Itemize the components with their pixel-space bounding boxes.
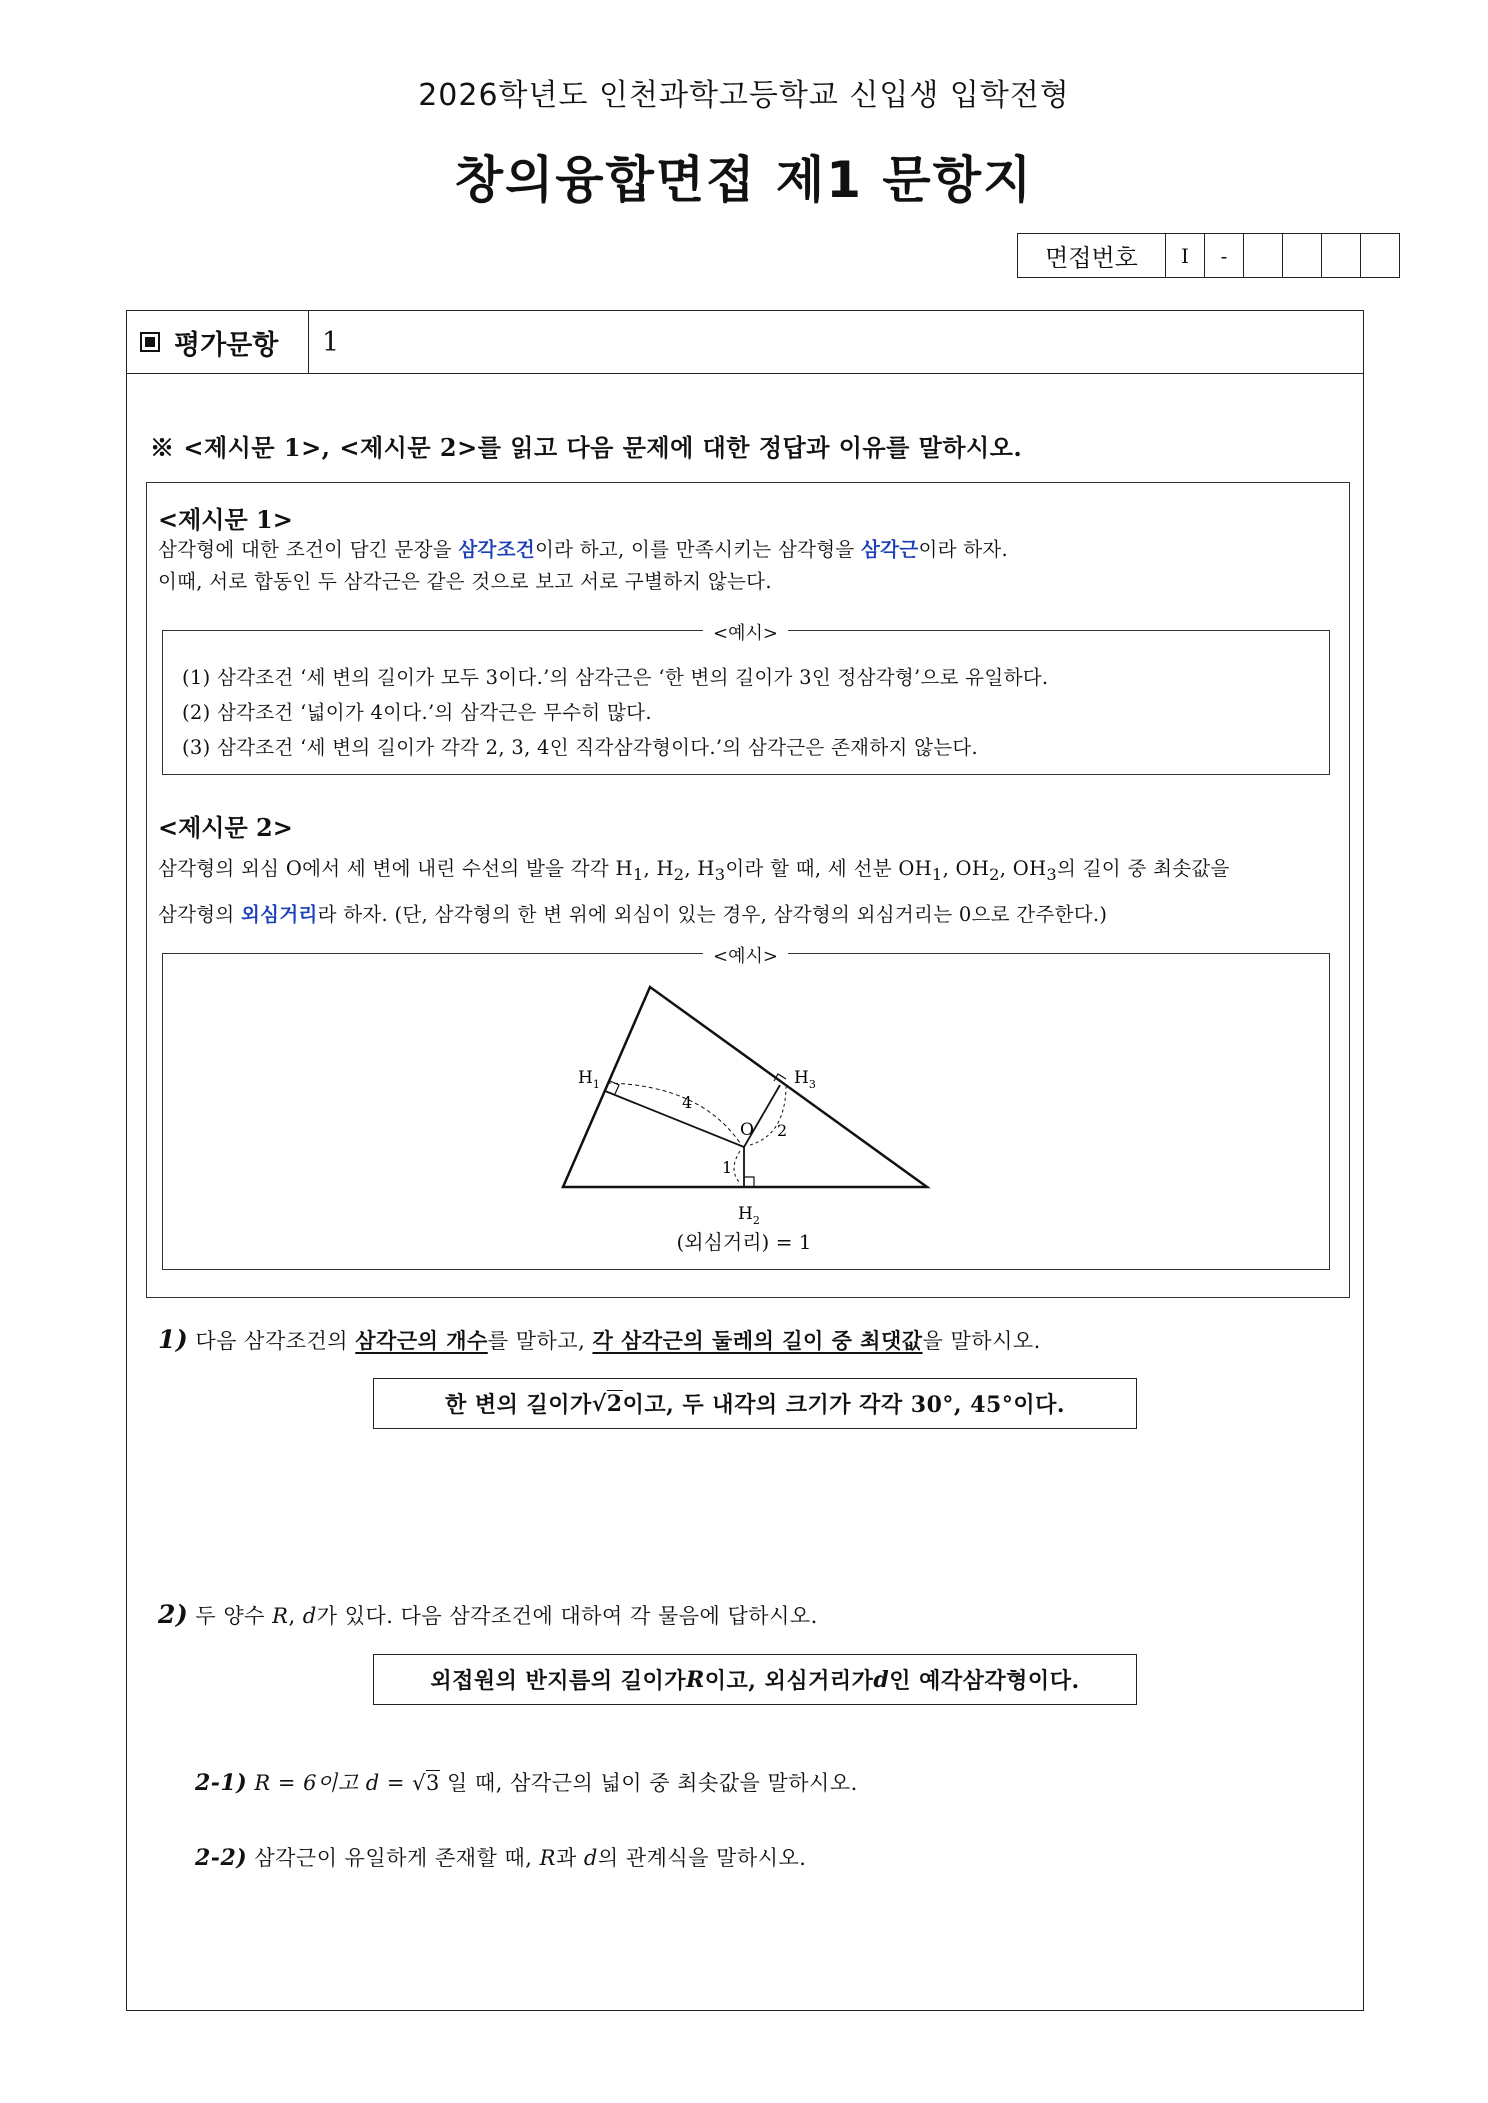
text: , H (643, 857, 674, 880)
document-title: 창의융합면접 제1 문항지 (454, 151, 1034, 209)
label-H1: $H_1$ (578, 1068, 600, 1091)
text: 를 말하고, (487, 1329, 593, 1353)
text: 이라 하고, 이를 만족시키는 삼각형을 (534, 538, 862, 561)
question2-condition-box (373, 1654, 1137, 1705)
label-O: O (740, 1120, 754, 1140)
passage1-body (158, 534, 1338, 598)
text: , (288, 1604, 303, 1628)
example2-label: <예시> (703, 942, 788, 968)
var-d: d (302, 1604, 317, 1628)
interview-number-cell: - (1204, 234, 1243, 277)
text: 삼각형의 외심 O에서 세 변에 내린 수선의 발을 각각 H (158, 857, 633, 880)
subscript: 1 (632, 864, 644, 884)
text: , OH (942, 857, 990, 880)
subscript: 3 (714, 864, 726, 884)
item-header-label (126, 310, 309, 374)
text: 삼각형에 대한 조건이 담긴 문장을 (158, 538, 459, 561)
interview-number-cell (1360, 234, 1399, 277)
interview-number-cell (1321, 234, 1360, 277)
sqrt-symbol: √ (591, 1390, 607, 1417)
question2-2-number: 2-2) (195, 1845, 248, 1871)
text: 외접원의 반지름의 길이가 (430, 1668, 686, 1694)
text: 일 때, 삼각근의 넓이 중 최솟값을 말하시오. (439, 1771, 858, 1795)
segment-OH1 (605, 1091, 744, 1147)
text: 이라 하자. (918, 538, 1008, 561)
text: 이고, 두 내각의 크기가 각각 30°, 45°이다. (622, 1392, 1066, 1418)
var-R: R (539, 1846, 556, 1870)
document-subtitle: 2026학년도 인천과학고등학교 신입생 입학전형 (418, 78, 1070, 113)
text: 을 말하시오. (922, 1329, 1041, 1353)
filled-square-icon (140, 332, 160, 352)
question2-1 (195, 1767, 858, 1797)
text: 한 변의 길이가 (444, 1392, 592, 1418)
text: R = 6이고 d = (247, 1771, 413, 1795)
length-arc-1 (734, 1151, 740, 1183)
underline-max-perimeter: 각 삼각근의 둘레의 길이 중 최댓값 (592, 1328, 923, 1353)
text: , H (684, 857, 715, 880)
text: 가 있다. 다음 삼각조건에 대하여 각 물음에 답하시오. (316, 1604, 818, 1628)
figure-caption: (외심거리) = 1 (676, 1230, 812, 1254)
question2-1-number: 2-1) (195, 1770, 248, 1796)
passage2-body (158, 849, 1348, 935)
label-length-1: 1 (722, 1158, 733, 1177)
term-oesimgeori: 외심거리 (241, 902, 318, 926)
passage2-title: <제시문 2> (158, 813, 293, 842)
length-arc-4 (607, 1083, 740, 1143)
circumcenter-figure (550, 975, 950, 1225)
question1-condition-box (373, 1378, 1137, 1429)
passage1-line (158, 534, 1338, 566)
text: 삼각형의 (158, 902, 242, 926)
sqrt-radicand: 2 (606, 1391, 623, 1417)
term-samgakgeun: 삼각근 (861, 538, 919, 561)
right-angle-mark (744, 1177, 754, 1187)
text: 이고, 외심거리가 (704, 1668, 874, 1694)
passage1-title: <제시문 1> (158, 505, 293, 534)
label-length-2: 2 (777, 1121, 788, 1140)
text: 삼각근이 유일하게 존재할 때, (247, 1846, 540, 1870)
question1-number: 1) (158, 1325, 189, 1354)
sqrt-symbol: √ (412, 1771, 426, 1795)
var-R: R (272, 1604, 289, 1628)
label-length-4: 4 (682, 1093, 693, 1112)
example-item: (1) 삼각조건 ‘세 변의 길이가 모두 3이다.’의 삼각근은 ‘한 변의 길이가 3인 정삼각형’으로 유일하다. (182, 666, 1049, 689)
passage2-line (158, 895, 1348, 935)
interview-number-label: 면접번호 (1045, 244, 1138, 272)
interview-number-cell (1243, 234, 1282, 277)
text: 라 하자. (단, 삼각형의 한 변 위에 외심이 있는 경우, 삼각형의 외심거리는 0으로 간주한다.) (317, 902, 1108, 926)
item-number: 1 (322, 326, 340, 358)
text: 인 예각삼각형이다. (889, 1668, 1080, 1694)
question2-number: 2) (158, 1600, 189, 1629)
label-H3: $H_3$ (794, 1068, 816, 1091)
text: 다음 삼각조건의 (188, 1329, 356, 1353)
subscript: 2 (673, 864, 685, 884)
interview-number-table (1017, 233, 1400, 278)
subscript: 3 (1046, 864, 1058, 884)
sqrt-radicand: 3 (425, 1771, 440, 1795)
subscript: 1 (931, 864, 943, 884)
interview-number-cell: I (1165, 234, 1204, 277)
question2-2 (195, 1842, 806, 1872)
subscript: 2 (989, 864, 1000, 884)
var-d: d (873, 1666, 890, 1693)
passage2-line (158, 849, 1348, 895)
text: 두 양수 (188, 1604, 273, 1628)
underline-count: 삼각근의 개수 (355, 1328, 488, 1353)
question2 (158, 1600, 818, 1630)
label-H2: $H_2$ (738, 1204, 760, 1225)
example1-list (182, 660, 1322, 765)
question1 (158, 1325, 1041, 1355)
text: 이라 할 때, 세 선분 OH (725, 857, 932, 880)
item-label-text: 평가문항 (174, 329, 279, 361)
text: 과 (555, 1846, 584, 1870)
var-d: d (583, 1846, 598, 1870)
instruction-text: ※ <제시문 1>, <제시문 2>를 읽고 다음 문제에 대한 정답과 이유를 말하시오. (150, 433, 1023, 462)
text: , OH (999, 857, 1047, 880)
passage1-line: 이때, 서로 합동인 두 삼각근은 같은 것으로 보고 서로 구별하지 않는다. (158, 570, 772, 593)
example1-label: <예시> (703, 619, 788, 645)
var-R: R (685, 1666, 705, 1693)
text: 의 길이 중 최솟값을 (1057, 857, 1230, 880)
example-item: (2) 삼각조건 ‘넓이가 4이다.’의 삼각근은 무수히 많다. (182, 701, 652, 724)
interview-number-cell (1282, 234, 1321, 277)
term-samgakjogeon: 삼각조건 (458, 538, 535, 561)
text: 의 관계식을 말하시오. (597, 1846, 807, 1870)
item-header-row (126, 310, 1364, 374)
example-item: (3) 삼각조건 ‘세 변의 길이가 각각 2, 3, 4인 직각삼각형이다.’의 삼각근은 존재하지 않는다. (182, 736, 978, 759)
